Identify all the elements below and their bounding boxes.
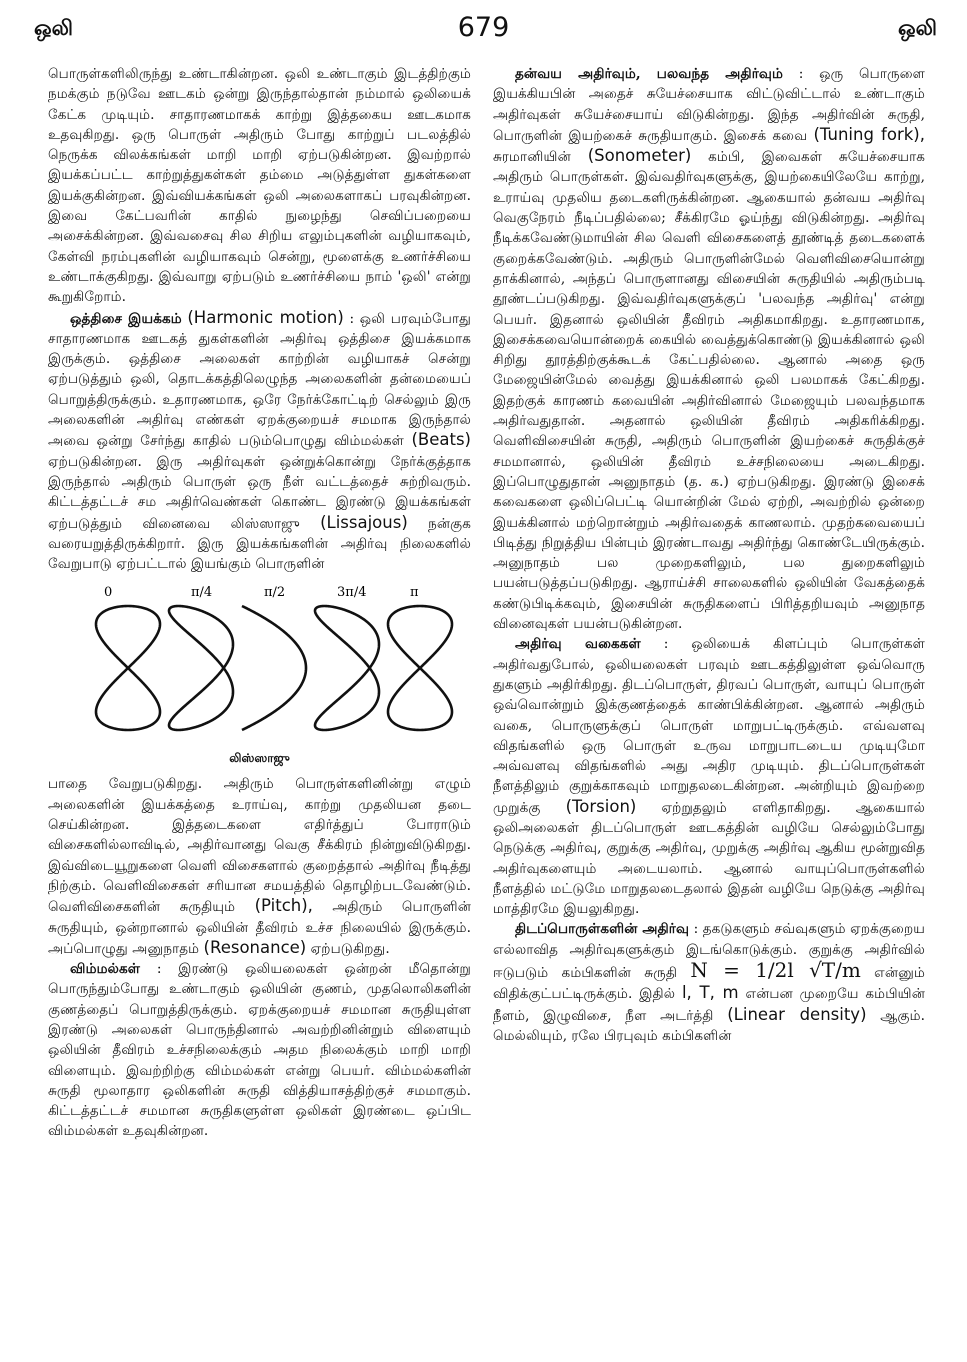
lissajous-curve — [96, 606, 160, 730]
running-head-right: ஒலி — [898, 16, 937, 40]
separator: : — [798, 66, 804, 82]
text: ஒரு பொருளை இயக்கியபின் அதைச் சுயேச்சையாக விட்டுவிட்டால் உண்டாகும் அதிர்வுகள் சுயேச்சையாய் விடுகின்றது. இந்த அதிர்வின் சுருதி, பொருளின் இயற்கைச் சுருதியாகும். இசைக் கவை — [493, 66, 926, 144]
english-term: (Harmonic motion) — [187, 307, 344, 327]
separator: : — [156, 961, 162, 978]
lissajous-figure — [48, 580, 471, 770]
text: ஏற்றுதலும் எளிதாகிறது. ஆகையால் ஒலிஅலைகள் திடப்பொருள் ஊடகத்தின் வழியே செல்லும்போது நெடுக்கு அதிர்வு, குறுக்கு அதிர்வு, முறுக்கு அதிர்வு ஆகிய மூன்றுவித அதிர்வுகளையும் அடையலாம். ஆனால் வாயுப்பொருள்களில் நீளத்தில் மட்டுமே மாறுதலடைதலால் இதன் வழியே நெடுக்கு அதிர்வு மாத்திரமே இயலுகிறது. — [493, 799, 926, 918]
english-term: (Resonance) — [203, 937, 307, 957]
text: அதிரும் பொருளின் சுருதியும், ஒன்றானால் ஒலியின் தீவிரம் உச்ச நிலையில் இருக்கும். அப்பொழுது அனுநாதம் — [48, 899, 471, 957]
paragraph — [493, 919, 925, 1046]
formula-variables: l, T, m — [681, 983, 739, 1003]
lissajous-curve — [242, 606, 306, 730]
lissajous-curve — [388, 606, 452, 730]
lissajous-curve — [315, 606, 379, 730]
figure-caption: லிஸ்ஸாஜு — [229, 751, 290, 766]
english-term: (Sonometer) — [587, 146, 692, 166]
paragraph — [48, 959, 471, 1142]
running-head-left: ஒலி — [34, 16, 73, 40]
lissajous-curves — [48, 580, 471, 745]
left-column — [48, 64, 471, 1142]
english-term: (Linear density) — [727, 1004, 867, 1024]
phase-label: π/2 — [264, 585, 286, 601]
section-heading: அதிர்வு வகைகள் — [515, 636, 641, 653]
paragraph: பொருள்களிலிருந்து உண்டாகின்றன. ஒலி உண்டாகும் இடத்திற்கும் நமக்கும் நடுவே ஊடகம் ஒன்று இருந்தால்தான் நம்மால் ஒலியைக் கேட்க முடியும். சாதாரணமாகக் காற்று இத்தகைய ஊடகமாக உதவுகிறது. ஒரு பொருள் அதிரும் போது காற்றுப் படலத்தில் நெருக்க விலக்கங்கள் மாறி மாறி ஏற்படுகின்றன. இவற்றால் இயக்கப்பட்ட காற்றுத்துகள்கள் தம்மை அடுத்துள்ள துகள்களை இயக்குகின்றன. இவ்வியக்கங்கள் ஒலி அலைகளாகப் பரவுகின்றன. இவை கேட்பவரின் காதில் நுழைந்து செவிப்பறையை அசைக்கின்றன. இவ்வசைவு சில சிறிய எலும்புகளின் வழியாகவும், கேள்வி நரம்புகளின் வழியாகவும் சென்று, மூளைக்கு உணர்ச்சியை உண்டாக்குகிறது. இவ்வாறு ஏற்படும் உணர்ச்சியை நாம் 'ஒலி' என்று கூறுகிறோம். — [48, 66, 471, 306]
text: பாதை வேறுபடுகிறது. அதிரும் பொருள்களினின்று எழும் அலைகளின் இயக்கத்தை உராய்வு, காற்று முதலியன தடை செய்கின்றன. இத்தடைகளை எதிர்த்துப் போராடும் விசைகளில்லாவிடில், அதிர்வானது வெகு சீக்கிரம் நின்றுவிடுகிறது. இவ்விடையூறுகளை வெளி விசைகளால் குறைத்தால் அதிர்வு நீடித்து நிற்கும். வெளிவிசைகள் சரியான சமயத்தில் தொழிற்படவேண்டும். வெளிவிசைகளின் சுருதியும் — [48, 776, 471, 916]
text: என்பன முறையே கம்பியின் நீளம், இழுவிசை, நீள அடர்த்தி — [493, 986, 925, 1024]
text: ஆகும். மெல்லியும், ரலே பிரபுவும் கம்பிகளின் — [493, 1007, 925, 1044]
english-term: (Beats) — [411, 430, 471, 450]
paragraph — [48, 308, 471, 575]
right-column — [493, 64, 925, 1046]
separator: : — [693, 921, 699, 938]
english-term: (Lissajous) — [320, 512, 408, 532]
string-frequency-formula: N = 1/2l √T/m — [690, 958, 861, 983]
section-heading: திடப்பொருள்களின் அதிர்வு — [515, 921, 690, 938]
paragraph — [493, 64, 925, 634]
text: ஏற்படுகின்றன. இரு அதிர்வுகள் ஒன்றுக்கொன்று நேர்க்குத்தாக இருந்தால் அதிரும் பொருள் ஒரு நீள் வட்டத்தைச் சுற்றிவரும். கிட்டத்தட்டச் சம அதிர்வெண்கள் கொண்ட இரண்டு இயக்கங்கள் ஏற்படுத்தும் வினைவை லிஸ்ஸாஜு — [48, 453, 471, 532]
text: ஒலியைக் கிளப்பும் பொருள்கள் அதிர்வதுபோல், ஒலியலைகள் பரவும் ஊடகத்திலுள்ள ஒவ்வொரு துகளும் அதிர்கிறது. திடப்பொருள், திரவப் பொருள், வாயுப் பொருள் ஒவ்வொன்றும் இக்குணத்தைக் காண்பிக்கின்றன. ஆனால் அதிரும் வகை, பொருளுக்குப் பொருள் மாறுபட்டிருக்கும். எவ்வளவு விதங்களில் ஒரு பொருள் உருவ மாறுபாடடைய முடியுமோ அவ்வளவு விதங்களில் அது அதிர முடியும். திடப்பொருள்கள் நீளத்திலும் குறுக்காகவும் மாறுதலடைகின்றன. அன்றியும் இவற்றை முறுக்கு — [493, 636, 925, 816]
text: ஏற்படுகிறது. — [310, 940, 390, 957]
page-number: 679 — [457, 12, 510, 43]
english-term: (Pitch), — [254, 896, 313, 916]
phase-label: π — [410, 585, 419, 601]
page-header — [0, 10, 967, 50]
separator: : — [663, 636, 669, 653]
phase-label: 0 — [104, 585, 113, 601]
text: சுரமானியின் — [493, 149, 571, 166]
separator: : — [349, 310, 355, 327]
text: தகடுகளும் சவ்வுகளும் ஏறக்குறைய எல்லாவித அதிர்வுகளுக்கும் இடங்கொடுக்கும். குறுக்கு அதிர்வில் ஈடுபடும் கம்பிகளின் சுருதி — [493, 921, 925, 982]
english-term: (Tuning fork), — [813, 124, 925, 144]
paragraph — [48, 774, 471, 959]
text: என்னும் விதிக்குட்பட்டிருக்கும். இதில் — [493, 965, 925, 1003]
phase-label: π/4 — [191, 585, 213, 601]
paragraph — [493, 634, 925, 919]
phase-label: 3π/4 — [337, 585, 367, 601]
text: இரண்டு ஒலியலைகள் ஒன்றன் மீதொன்று பொருந்தும்போது உண்டாகும் ஒலியின் குணம், முதலொலிகளின் குணத்தைப் பொறுத்திருக்கும். ஏறக்குறையச் சமமான சுருதியுள்ள இரண்டு அலைகள் பொருந்தினால் அவற்றினின்றும் விளையும் ஒலியின் தீவிரம் உச்சநிலைக்கும் அதம நிலைக்கும் மாறி மாறி விளையும். இவற்றிற்கு விம்மல்கள் என்று பெயர். விம்மல்களின் சுருதி மூலாதார ஒலிகளின் சுருதி வித்தியாசத்திற்குச் சமமாகும். கிட்டத்தட்டச் சமமான சுருதிகளுள்ள ஒலிகள் இரண்டை ஒப்பிட விம்மல்கள் உதவுகின்றன. — [48, 961, 471, 1140]
lissajous-curve — [169, 606, 233, 730]
section-heading: தன்வய அதிர்வும், பலவந்த அதிர்வும் — [515, 66, 783, 82]
text: கம்பி, இவைகள் சுயேச்சையாக அதிரும் பொருள்கள். இவ்வதிர்வுகளுக்கு, இயற்கையிலேயே காற்று, உராய்வு முதலிய தடைகளிருக்கின்றன. ஆகையால் தன்வய அதிர்வு வெகுநேரம் நீடிப்பதில்லை; சீக்கிரமே ஓய்ந்து விடுகின்றது. அதிர்வு நீடிக்கவேண்டுமாயின் சில வெளி விசைகளைத் தூண்டித் தடைகளைக் குறைக்கவேண்டும். அதிரும் பொருளின்மேல் வெளிவிசையொன்று தாக்கினால், அந்தப் பொருளானது விசையின் சுருதியில் அதிரும்படி தூண்டப்படுகிறது. இவ்வதிர்வுகளுக்குப் 'பலவந்த அதிர்வு' என்று பெயர். இதனால் ஒலியின் தீவிரம் அதிகமாகிறது. உதாரணமாக, இசைக்கவையொன்றைக் கையில் வைத்துக்கொண்டு இயக்கினால் ஒலி சிறிது தூரத்திற்குக்கூடக் கேட்பதில்லை. ஆனால் அதை ஒரு மேஜையின்மேல் வைத்து இயக்கினால் ஒலி பலமாகக் கேட்கிறது. இதற்குக் காரணம் கவையின் அதிர்வினால் மேஜையும் பலவந்தமாக அதிர்வதுதான். அதனால் ஒலியின் தீவிரம் அதிகரிக்கிறது. வெளிவிசையின் சுருதி, அதிரும் பொருளின் இயற்கைச் சுருதிக்குச் சமமானால், ஒலியின் தீவிரம் உச்சநிலையை அடைகிறது. இப்பொழுதுதான் அனுநாதம் (த. க.) ஏற்படுகிறது. இரண்டு இசைக் கவைகளை ஒலிப்பெட்டி யொன்றின் மேல் ஏற்றி, அவற்றில் ஒன்றை இயக்கினால் மற்றொன்றும் அதிர்வதைக் காணலாம். முதற்கவையைப் பிடித்து நிறுத்திய பின்பும் இரண்டாவது அதிர்ந்து கொண்டேயிருக்கும். அனுநாதம் பல முறைகளிலும், பல துறைகளிலும் பயன்படுத்தப்படுகிறது. ஆராய்ச்சி சாலைகளில் ஒலியின் வேகத்தைக் கண்டுபிடிக்கவும், இசையின் சுருதிகளைப் பிரித்தறியவும் அனுநாத வினைவுகள் பயன்படுகின்றன. — [493, 149, 925, 633]
section-heading: ஒத்திசை இயக்கம் — [70, 310, 182, 327]
english-term: (Torsion) — [565, 796, 637, 816]
text: நன்குக வரையறுத்திருக்கிறார். இரு இயக்கங்களின் அதிர்வு நிலைகளில் வேறுபாடு ஏற்பட்டால் இயங்கும் பொருளின் — [48, 515, 472, 573]
text: ஒலி பரவும்போது சாதாரணமாக ஊடகத் துகள்களின் அதிர்வு ஒத்திசை இயக்கமாக இருக்கும். ஒத்திசை அலைகள் காற்றின் வழியாகச் சென்று ஏற்படுத்தும் ஒலி, தொடக்கத்திலெழுந்த அலைகளின் தன்மையைப் பொறுத்திருக்கும். உதாரணமாக, ஒரே நேர்க்கோட்டிற் செல்லும் இரு அலைகளின் அதிர்வு எண்கள் ஏறக்குறையச் சமமாக இருந்தால் அவை ஒன்று சேர்ந்து காதில் படும்பொழுது விம்மல்கள் — [48, 310, 472, 450]
section-heading: விம்மல்கள் — [70, 961, 141, 978]
